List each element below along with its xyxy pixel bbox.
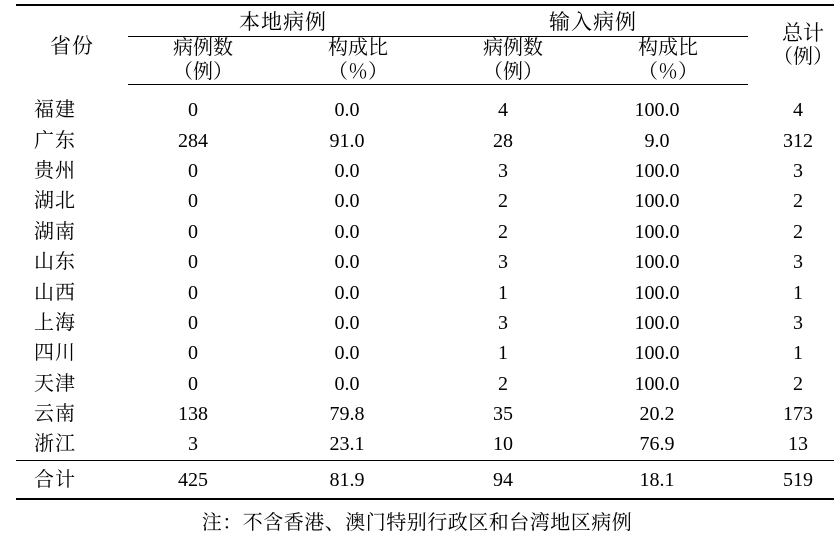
cell-local-cases: 284 — [178, 129, 208, 152]
cell-local-cases: 0 — [188, 190, 198, 213]
cell-local-cases: 3 — [188, 433, 198, 456]
cell-imported-pct: 100.0 — [634, 281, 680, 304]
header-local-cases-line1: 病例数 — [173, 37, 233, 59]
header-imported-cases-line2: （例） — [483, 60, 543, 83]
cell-local-pct: 0.0 — [334, 311, 360, 334]
table-row — [16, 95, 834, 125]
cell-local-pct: 0.0 — [334, 281, 360, 304]
cell-imported-cases: 2 — [498, 372, 508, 395]
cell-province: 云南 — [34, 403, 76, 426]
cell-local-pct: 91.0 — [329, 129, 365, 152]
cell-province: 四川 — [34, 342, 76, 365]
header-imported-pct — [588, 37, 748, 85]
cell-imported-pct: 100.0 — [634, 342, 680, 365]
cell-total: 3 — [793, 251, 803, 274]
header-province: 省份 — [16, 5, 128, 85]
cell-total: 173 — [783, 403, 813, 426]
cell-total: 312 — [783, 129, 813, 152]
cell-imported-pct: 100.0 — [634, 159, 680, 182]
cell-imported-cases: 35 — [493, 403, 513, 426]
table-row — [16, 429, 834, 460]
cell-local-cases: 0 — [188, 342, 198, 365]
table-row — [16, 156, 834, 186]
header-imported-cases-line1: 病例数 — [483, 37, 543, 59]
header-group-local: 本地病例 — [128, 5, 438, 37]
cell-imported-pct: 100.0 — [634, 220, 680, 243]
cell-imported-pct: 76.9 — [639, 433, 675, 456]
cell-imported-pct: 20.2 — [639, 403, 675, 426]
header-group-row — [16, 5, 834, 37]
statistics-table — [16, 4, 834, 500]
header-imported-pct-line2: （％） — [638, 60, 698, 83]
cell-province: 贵州 — [34, 159, 76, 182]
cell-total: 13 — [788, 433, 808, 456]
cell-local-pct: 0.0 — [334, 159, 360, 182]
cell-imported-cases: 1 — [498, 342, 508, 365]
cell-imported-pct: 100.0 — [634, 99, 680, 122]
cell-province: 山西 — [34, 281, 76, 304]
cell-imported-cases: 3 — [498, 159, 508, 182]
cell-local-cases: 0 — [188, 281, 198, 304]
cell-imported-pct: 100.0 — [634, 251, 680, 274]
cell-summary-local-pct: 81.9 — [278, 460, 438, 499]
cell-imported-cases: 28 — [493, 129, 513, 152]
table-row — [16, 399, 834, 429]
cell-total: 2 — [793, 220, 803, 243]
cell-imported-pct: 100.0 — [634, 372, 680, 395]
cell-total: 4 — [793, 99, 803, 122]
cell-total: 1 — [793, 342, 803, 365]
cell-total: 2 — [793, 190, 803, 213]
cell-local-cases: 0 — [188, 220, 198, 243]
cell-province: 上海 — [34, 311, 76, 334]
table-row — [16, 369, 834, 399]
cell-local-pct: 0.0 — [334, 372, 360, 395]
header-total — [748, 5, 834, 85]
header-imported-pct-line1: 构成比 — [638, 37, 698, 59]
header-group-imported: 输入病例 — [438, 5, 748, 37]
table-row — [16, 247, 834, 277]
table-summary-row — [16, 460, 834, 499]
cell-province: 天津 — [34, 372, 76, 395]
cell-total: 3 — [793, 311, 803, 334]
header-local-cases-line2: （例） — [173, 60, 233, 83]
spacer-row — [16, 85, 834, 96]
cell-imported-pct: 100.0 — [634, 190, 680, 213]
cell-local-cases: 138 — [178, 403, 208, 426]
cell-province: 浙江 — [34, 433, 76, 456]
header-local-cases — [128, 37, 278, 85]
cell-imported-cases: 10 — [493, 433, 513, 456]
cell-local-cases: 0 — [188, 99, 198, 122]
cell-local-pct: 23.1 — [329, 433, 365, 456]
table-row — [16, 217, 834, 247]
cell-local-cases: 0 — [188, 159, 198, 182]
cell-local-pct: 0.0 — [334, 190, 360, 213]
cell-summary-label: 合计 — [16, 460, 128, 499]
cell-province: 湖南 — [34, 220, 76, 243]
table-row — [16, 186, 834, 216]
table-row — [16, 338, 834, 368]
cell-total: 1 — [793, 281, 803, 304]
cell-local-cases: 0 — [188, 372, 198, 395]
cell-summary-local-cases: 425 — [128, 460, 278, 499]
table-note: 注：不含香港、澳门特别行政区和台湾地区病例 — [201, 512, 633, 535]
cell-summary-imported-pct: 18.1 — [588, 460, 748, 499]
cell-imported-cases: 2 — [498, 220, 508, 243]
cell-imported-pct: 9.0 — [644, 129, 670, 152]
cell-province: 福建 — [34, 99, 76, 122]
cell-total: 2 — [793, 372, 803, 395]
header-local-pct-line2: （％） — [328, 60, 388, 83]
cell-province: 广东 — [34, 129, 76, 152]
cell-local-pct: 0.0 — [334, 220, 360, 243]
cell-local-pct: 0.0 — [334, 99, 360, 122]
cell-province: 山东 — [34, 251, 76, 274]
table-row — [16, 278, 834, 308]
cell-local-pct: 0.0 — [334, 342, 360, 365]
header-imported-cases — [438, 37, 588, 85]
table-head — [16, 5, 834, 85]
header-local-pct — [278, 37, 438, 85]
header-local-pct-line1: 构成比 — [328, 37, 388, 59]
cell-local-pct: 0.0 — [334, 251, 360, 274]
table-row — [16, 126, 834, 156]
cell-summary-imported-cases: 94 — [438, 460, 588, 499]
cell-local-cases: 0 — [188, 251, 198, 274]
header-sub-row — [16, 37, 834, 85]
header-total-line1: 总计 — [782, 21, 824, 46]
cell-imported-cases: 4 — [498, 99, 508, 122]
cell-total: 3 — [793, 159, 803, 182]
cell-summary-total: 519 — [748, 460, 834, 499]
cell-imported-cases: 3 — [498, 251, 508, 274]
cell-province: 湖北 — [34, 190, 76, 213]
table-row — [16, 308, 834, 338]
cell-imported-cases: 2 — [498, 190, 508, 213]
cell-imported-cases: 1 — [498, 281, 508, 304]
cell-local-pct: 79.8 — [329, 403, 365, 426]
table-body — [16, 85, 834, 500]
cell-local-cases: 0 — [188, 311, 198, 334]
header-total-line2: （例） — [773, 45, 833, 68]
cell-imported-pct: 100.0 — [634, 311, 680, 334]
cell-imported-cases: 3 — [498, 311, 508, 334]
